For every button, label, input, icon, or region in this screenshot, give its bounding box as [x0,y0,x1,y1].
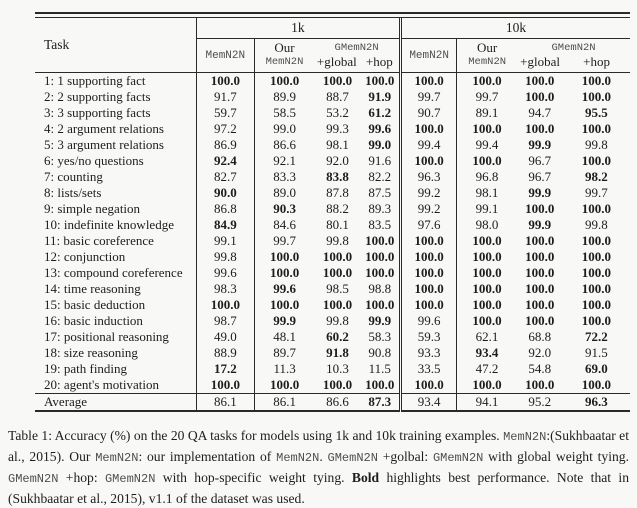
caption-model-name: GMemN2N [327,451,378,465]
value-cell: 99.8 [585,217,608,232]
value-cell: 99.9 [361,313,401,329]
value-cell: 100.0 [322,297,353,312]
value-cell: 94.1 [457,394,517,412]
task-cell: 17: positional reasoning [35,329,196,345]
value-cell: 91.8 [326,345,349,360]
task-cell: 16: basic induction [35,313,196,329]
value-cell: 58.3 [361,329,401,345]
caption-model-name: MemN2N [276,451,320,465]
value-cell: 59.7 [196,105,254,121]
col-header-our-1k: Our [274,40,295,55]
table-row [35,394,630,412]
caption-text: : our implementation of [138,449,277,464]
table-row [35,201,630,217]
value-cell: 99.1 [475,201,499,216]
value-cell: 86.1 [196,394,254,412]
value-cell: 100.0 [525,201,555,216]
value-cell: 47.2 [475,361,499,376]
col-header-hop-1k: +hop [365,54,393,69]
caption-text: +golbal: [377,449,433,464]
value-cell: 95.2 [517,394,563,412]
task-column-header: Task [35,18,196,73]
value-cell: 99.7 [401,89,457,105]
value-cell: 86.6 [273,137,297,152]
value-cell: 98.1 [326,137,349,152]
table-row [35,121,630,137]
value-cell: 17.2 [196,361,254,377]
value-cell: 53.2 [326,105,349,120]
value-cell: 100.0 [270,265,300,280]
value-cell: 100.0 [401,233,457,249]
value-cell: 84.9 [196,217,254,233]
value-cell: 100.0 [525,281,555,296]
value-cell: 100.0 [361,265,401,281]
value-cell: 100.0 [525,89,555,104]
task-cell: 19: path finding [35,361,196,377]
table-row [35,313,630,329]
value-cell: 100.0 [401,297,457,313]
value-cell: 100.0 [401,377,457,394]
value-cell: 92.0 [528,345,552,360]
col-header-subgroup-1k [254,39,400,73]
table-row [35,137,630,153]
value-cell: 99.7 [585,185,608,200]
value-cell: 69.0 [585,361,608,376]
table-row [35,297,630,313]
table-row [35,217,630,233]
value-cell: 98.5 [326,281,349,296]
value-cell: 100.0 [581,153,612,168]
value-cell: 100.0 [525,121,555,136]
value-cell: 97.2 [196,121,254,137]
value-cell: 82.7 [196,169,254,185]
value-cell: 83.3 [273,169,297,184]
value-cell: 89.7 [273,345,297,360]
value-cell: 100.0 [322,265,353,280]
task-cell: 7: counting [35,169,196,185]
table-row [35,377,630,394]
caption-model-name: GMemN2N [8,472,59,486]
value-cell: 87.3 [361,394,401,412]
value-cell: 100.0 [472,153,502,168]
value-cell: 100.0 [196,377,254,394]
caption [8,426,629,508]
value-cell: 99.6 [273,281,297,296]
value-cell: 100.0 [322,249,353,264]
value-cell: 100.0 [361,377,401,394]
col-header-gmemn2n-10k: GMemN2N [551,42,596,54]
value-cell: 99.8 [196,249,254,265]
value-cell: 100.0 [322,73,353,88]
value-cell: 98.2 [585,169,608,184]
value-cell: 100.0 [581,377,612,392]
table-row [35,249,630,265]
value-cell: 100.0 [472,313,502,328]
value-cell: 92.4 [196,153,254,169]
value-cell: 99.7 [273,233,297,248]
value-cell: 99.9 [528,217,552,232]
task-cell: 15: basic deduction [35,297,196,313]
value-cell: 100.0 [581,249,612,264]
value-cell: 99.2 [401,185,457,201]
value-cell: 91.7 [196,89,254,105]
value-cell: 99.6 [196,265,254,281]
value-cell: 100.0 [581,281,612,296]
value-cell: 62.1 [475,329,499,344]
value-cell: 99.6 [401,313,457,329]
value-cell: 59.3 [401,329,457,345]
task-cell: 11: basic coreference [35,233,196,249]
value-cell: 92.0 [326,153,349,168]
table-row [35,89,630,105]
value-cell: 100.0 [525,313,555,328]
value-cell: 100.0 [472,121,502,136]
task-cell: 4: 2 argument relations [35,121,196,137]
value-cell: 87.5 [361,185,401,201]
value-cell: 98.3 [196,281,254,297]
caption-model-name: GMemN2N [104,472,156,486]
value-cell: 99.0 [361,137,401,153]
task-cell: 8: lists/sets [35,185,196,201]
caption-model-name: GMemN2N [432,451,484,465]
value-cell: 100.0 [401,121,457,137]
value-cell: 100.0 [322,377,353,392]
value-cell: 100.0 [270,249,300,264]
value-cell: 99.2 [401,201,457,217]
value-cell: 91.6 [361,153,401,169]
value-cell: 33.5 [401,361,457,377]
subheader-grid-10k [457,41,630,69]
value-cell: 100.0 [581,121,612,136]
caption-text: highlights best performance. Note that in (Sukhbaatar et al., 2015), v1.1 of the dataset was used. [8,470,630,506]
value-cell: 94.7 [528,105,552,120]
value-cell: 100.0 [525,297,555,312]
value-cell: 100.0 [401,249,457,265]
value-cell: 99.4 [475,137,499,152]
value-cell: 100.0 [472,73,502,88]
value-cell: 99.1 [196,233,254,249]
value-cell: 99.9 [273,313,297,328]
value-cell: 100.0 [472,281,502,296]
value-cell: 96.3 [563,394,630,412]
value-cell: 97.6 [401,217,457,233]
value-cell: 93.4 [401,394,457,412]
value-cell: 87.8 [326,185,349,200]
value-cell: 83.8 [326,169,349,184]
results-table [35,18,630,412]
subheader-grid-1k [255,41,399,69]
value-cell: 100.0 [472,249,502,264]
value-cell: 100.0 [581,313,612,328]
value-cell: 100.0 [361,249,401,265]
value-cell: 90.7 [401,105,457,121]
value-cell: 100.0 [581,265,612,280]
value-cell: 10.3 [326,361,349,376]
caption-text: :(Sukhbaatar et al., 2015). Our [8,428,629,464]
value-cell: 96.3 [401,169,457,185]
value-cell: 99.9 [528,137,552,152]
value-cell: 89.3 [361,201,401,217]
value-cell: 92.1 [273,153,297,168]
task-cell: 14: time reasoning [35,281,196,297]
value-cell: 100.0 [581,89,612,104]
table-row [35,73,630,90]
task-cell: 2: 2 supporting facts [35,89,196,105]
table-row [35,345,630,361]
value-cell: 90.0 [196,185,254,201]
value-cell: 98.8 [361,281,401,297]
col-header-global-10k: +global [520,54,560,69]
value-cell: 99.0 [273,121,297,136]
value-cell: 86.8 [196,201,254,217]
value-cell: 100.0 [401,153,457,169]
value-cell: 100.0 [361,233,401,249]
value-cell: 72.2 [585,329,608,344]
value-cell: 100.0 [270,297,300,312]
value-cell: 100.0 [472,265,502,280]
value-cell: 100.0 [525,73,555,88]
task-cell: 18: size reasoning [35,345,196,361]
value-cell: 99.8 [326,233,349,248]
table-row [35,361,630,377]
caption-model-name: MemN2N [503,430,547,444]
table-row [35,329,630,345]
value-cell: 99.6 [361,121,401,137]
value-cell: 100.0 [270,377,300,392]
col-header-memn2n-10k: MemN2N [401,39,457,73]
value-cell: 93.3 [401,345,457,361]
value-cell: 58.5 [273,105,297,120]
table-body [35,73,630,412]
value-cell: 88.7 [326,89,349,104]
value-cell: 88.2 [326,201,349,216]
value-cell: 98.1 [475,185,499,200]
value-cell: 100.0 [525,233,555,248]
value-cell: 89.0 [273,185,297,200]
value-cell: 100.0 [581,73,612,88]
value-cell: 82.2 [361,169,401,185]
value-cell: 80.1 [326,217,349,232]
table-wrapper [35,12,630,412]
value-cell: 99.4 [401,137,457,153]
value-cell: 100.0 [525,377,555,392]
value-cell: 100.0 [472,233,502,248]
value-cell: 11.3 [273,361,296,376]
value-cell: 100.0 [401,73,457,90]
task-cell: 3: 3 supporting facts [35,105,196,121]
value-cell: 68.8 [528,329,552,344]
col-header-memn2n-1k: MemN2N [196,39,254,73]
col-header-gmemn2n-1k: GMemN2N [334,42,379,54]
caption-text: +hop: [58,470,105,485]
value-cell: 98.7 [196,313,254,329]
value-cell: 49.0 [196,329,254,345]
table-row [35,169,630,185]
value-cell: 99.3 [326,121,349,136]
task-cell: 10: indefinite knowledge [35,217,196,233]
caption-text: with hop-specific weight tying. [155,470,352,485]
table-header [35,18,630,73]
value-cell: 96.7 [528,169,552,184]
col-header-global-1k: +global [316,54,357,69]
value-cell: 88.9 [196,345,254,361]
caption-text: . [319,449,328,464]
table-row [35,233,630,249]
value-cell: 100.0 [270,73,300,88]
value-cell: 93.4 [475,345,499,360]
value-cell: 100.0 [581,201,612,216]
value-cell: 99.8 [326,313,349,328]
value-cell: 90.3 [273,201,297,216]
table-row [35,105,630,121]
value-cell: 86.6 [314,394,360,412]
caption-text: Bold [351,470,380,485]
value-cell: 100.0 [525,249,555,264]
value-cell: 100.0 [196,297,254,313]
task-cell: 5: 3 argument relations [35,137,196,153]
group-header-10k: 10k [401,18,630,39]
value-cell: 100.0 [401,281,457,297]
value-cell: 95.5 [585,105,608,120]
value-cell: 84.6 [273,217,297,232]
value-cell: 96.7 [528,153,552,168]
col-header-our-memn2n-10k: MemN2N [468,56,507,68]
caption-text: with global weight tying. [483,449,629,464]
value-cell: 100.0 [581,233,612,248]
task-cell: 13: compound coreference [35,265,196,281]
value-cell: 91.5 [585,345,608,360]
table-row [35,153,630,169]
value-cell: 86.9 [196,137,254,153]
value-cell: 100.0 [525,265,555,280]
value-cell: 89.9 [273,89,297,104]
table-row [35,281,630,297]
table-row [35,265,630,281]
value-cell: 100.0 [581,297,612,312]
value-cell: 61.2 [361,105,401,121]
value-cell: 99.7 [475,89,499,104]
task-cell: Average [35,394,196,412]
caption-text: Table 1: Accuracy (%) on the 20 QA tasks for models using 1k and 10k training examples. [8,428,504,443]
task-cell: 12: conjunction [35,249,196,265]
col-header-our-10k: Our [477,40,498,55]
value-cell: 99.8 [585,137,608,152]
value-cell: 48.1 [273,329,297,344]
task-cell: 20: agent's motivation [35,377,196,394]
task-cell: 6: yes/no questions [35,153,196,169]
col-header-hop-10k: +hop [583,54,610,69]
value-cell: 98.0 [475,217,499,232]
value-cell: 100.0 [361,297,401,313]
col-header-subgroup-10k [457,39,630,73]
value-cell: 83.5 [361,217,401,233]
value-cell: 86.1 [254,394,314,412]
value-cell: 54.8 [528,361,552,376]
col-header-our-memn2n-1k: MemN2N [265,56,304,68]
value-cell: 100.0 [401,265,457,281]
group-header-1k: 1k [196,18,400,39]
task-cell: 9: simple negation [35,201,196,217]
value-cell: 99.9 [528,185,552,200]
value-cell: 11.5 [361,361,401,377]
value-cell: 91.9 [361,89,401,105]
task-cell: 1: 1 supporting fact [35,73,196,90]
value-cell: 89.1 [475,105,499,120]
value-cell: 100.0 [472,297,502,312]
table-row [35,185,630,201]
value-cell: 96.8 [475,169,499,184]
value-cell: 100.0 [472,377,502,392]
value-cell: 100.0 [196,73,254,90]
value-cell: 100.0 [361,73,401,90]
caption-model-name: MemN2N [95,451,139,465]
value-cell: 60.2 [326,329,349,344]
value-cell: 90.8 [361,345,401,361]
